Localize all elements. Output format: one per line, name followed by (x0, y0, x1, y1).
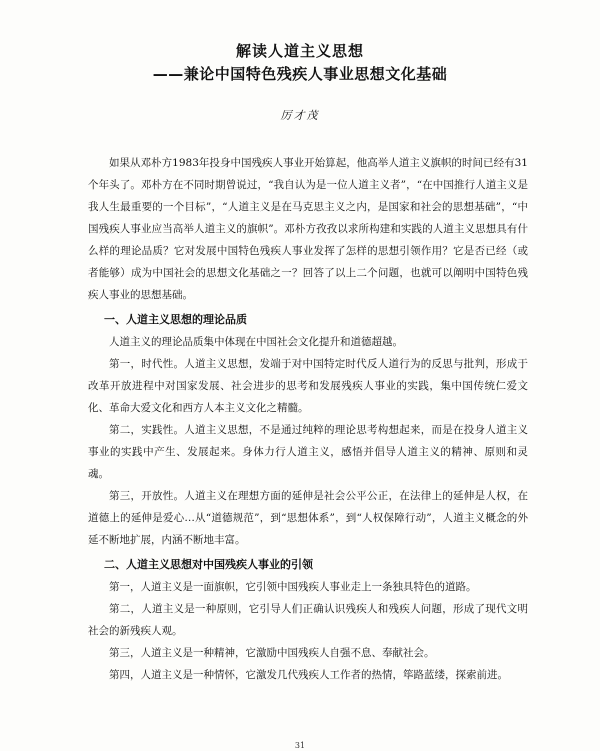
paragraph: 第三，开放性。人道主义在理想方面的延伸是社会公平公正，在法律上的延伸是人权，在道德上的延伸是爱心…从“道德规范”，到“思想体系”，到“人权保障行动”，人道主义概念的外延不断地扩展，内涵不断地丰富。 (88, 490, 528, 546)
paragraph: 第四，人道主义是一种情怀，它激发几代残疾人工作者的热情，筚路蓝缕，探索前进。 (109, 669, 508, 681)
article-body (88, 152, 528, 686)
paragraph: 第二，人道主义是一种原则，它引导人们正确认识残疾人和残疾人问题，形成了现代文明社会的新残疾人观。 (88, 603, 528, 637)
section-heading: 二、人道主义思想对中国残疾人事业的引领 (104, 558, 313, 571)
author-name: 厉才茂 (280, 109, 320, 122)
section-heading: 一、人道主义思想的理论品质 (104, 313, 247, 326)
paragraph: 第一，人道主义是一面旗帜，它引领中国残疾人事业走上一条独具特色的道路。 (109, 581, 477, 593)
paragraph: 第二，实践性。人道主义思想，不是通过纯粹的理论思考构想起来，而是在投身人道主义事业的实践中产生、发展起来。身体力行人道主义，感悟并倡导人道主义的精神、原则和灵魂。 (88, 424, 528, 480)
page-number: 31 (294, 741, 306, 750)
intro-paragraph: 如果从邓朴方1983年投身中国残疾人事业开始算起，他高举人道主义旗帜的时间已经有31个年头了。邓朴方在不同时期曾说过，“我自认为是一位人道主义者”，“在中国推行人道主义是我人生最重要的一个目标”，“人道主义是在马克思主义之内，是国家和社会的思想基础”，“中国残疾人事业应当高举人道主义的旗帜”。邓朴方孜孜以求所构建和实践的人道主义思想具有什么样的理论品质？它对发展中国特色残疾人事业发挥了怎样的思想引领作用？它是否已经（或者能够）成为中国社会的思想文化基础之一？回答了以上二个问题，也就可以阐明中国特色残疾人事业的思想基础。 (88, 157, 528, 301)
paragraph: 第一，时代性。人道主义思想，发端于对中国特定时代反人道行为的反思与批判，形成于改革开放进程中对国家发展、社会进步的思考和发展残疾人事业的实践，集中国传统仁爱文化、革命大爱文化和西方人本主义文化之精髓。 (88, 358, 528, 414)
page-title: 解读人道主义思想 (235, 42, 364, 60)
paragraph: 人道主义的理论品质集中体现在中国社会文化提升和道德超越。 (109, 336, 403, 348)
page-subtitle: ——兼论中国特色残疾人事业思想文化基础 (152, 65, 448, 83)
paragraph: 第三，人道主义是一种精神，它激励中国残疾人自强不息、奉献社会。 (109, 647, 435, 659)
